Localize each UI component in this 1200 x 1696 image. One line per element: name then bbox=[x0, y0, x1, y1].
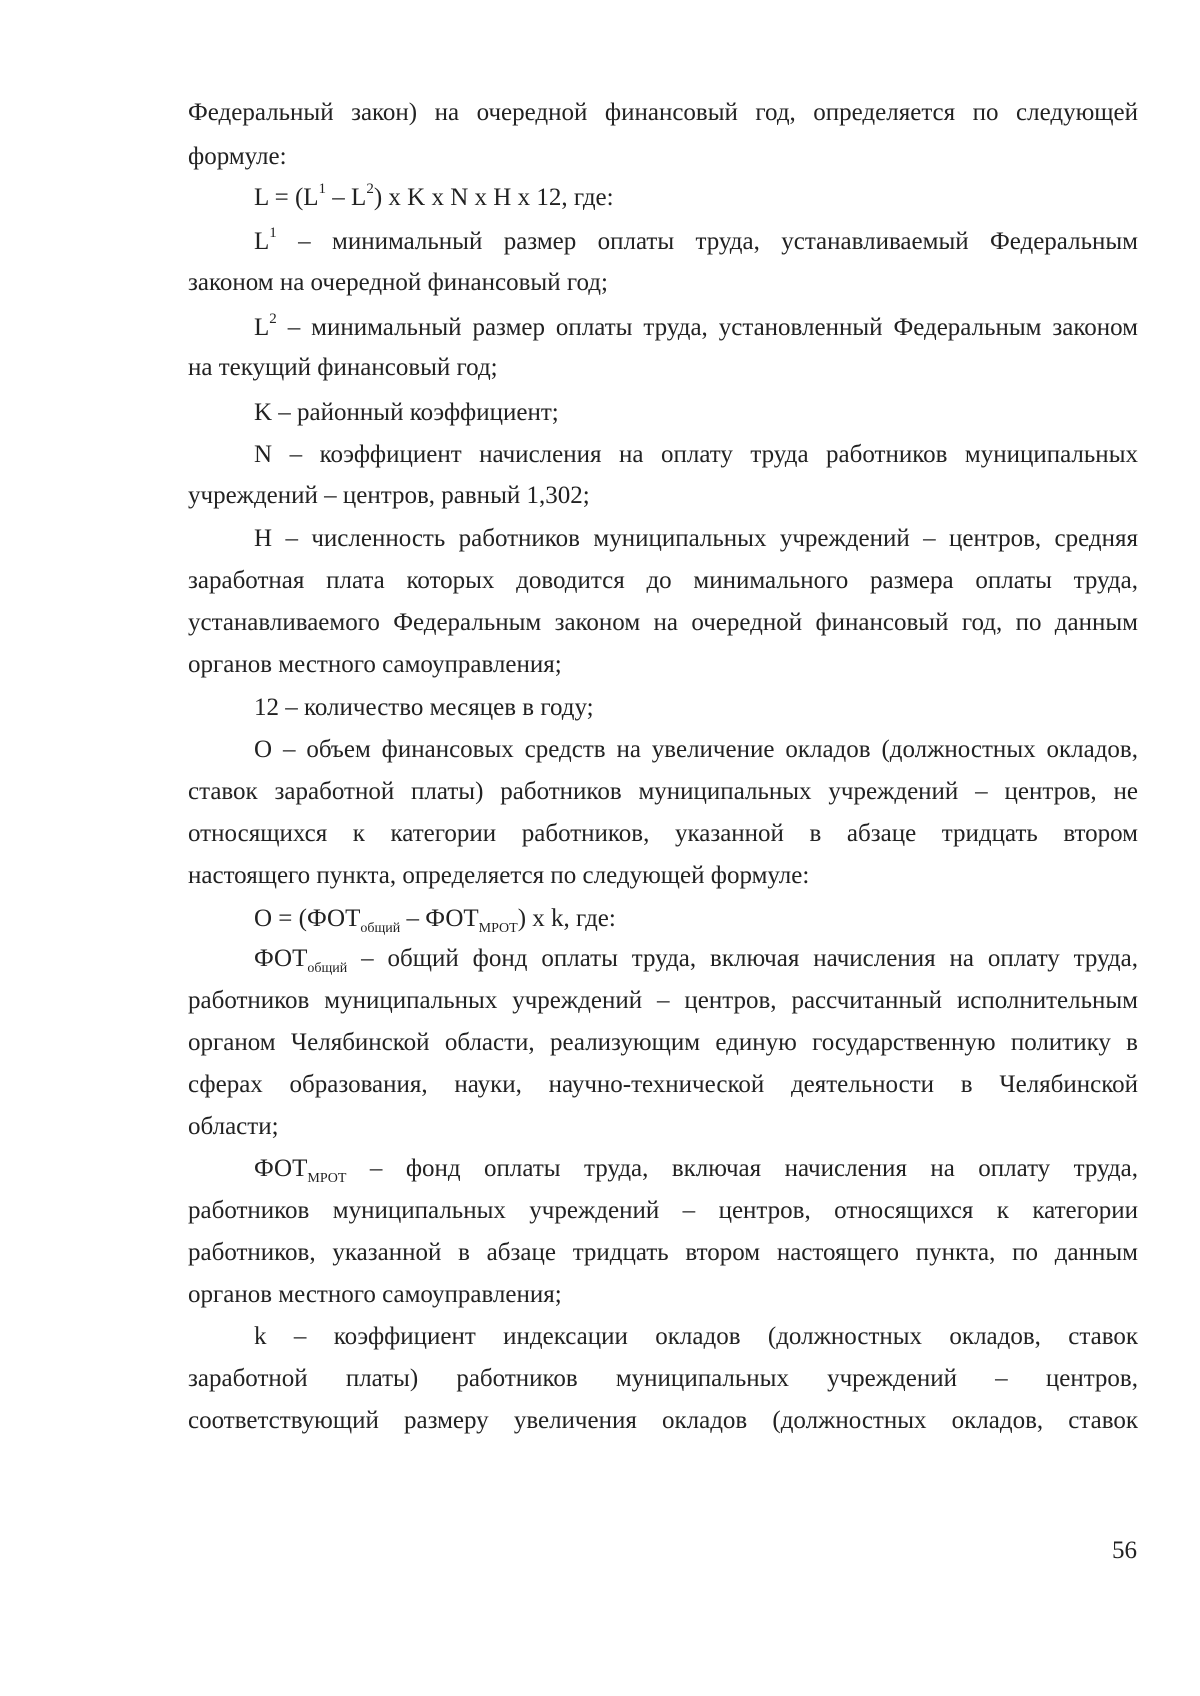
text-line: работников муниципальных учреждений – центров, рассчитанный исполнительным bbox=[188, 987, 1138, 1014]
text-line: формуле: bbox=[188, 143, 287, 170]
definition-l1: $L^1$ – минимальный размер оплаты труда, устанавливаемый Федеральным bbox=[254, 224, 1138, 255]
text-line: соответствующий размеру увеличения окладов (должностных окладов, ставок bbox=[188, 1407, 1138, 1434]
text-line: заработной платы) работников муниципальных учреждений – центров, bbox=[188, 1365, 1138, 1392]
text-line: законом на очередной финансовый год; bbox=[188, 269, 608, 296]
definition-h: H – численность работников муниципальных учреждений – центров, средняя bbox=[254, 525, 1138, 552]
definition-fot-mrot: $ФОТ_{МРОТ}$ – фонд оплаты труда, включая начисления на оплату труда, bbox=[254, 1155, 1138, 1186]
text-line: ставок заработной платы) работников муниципальных учреждений – центров, не bbox=[188, 778, 1138, 805]
text-line: органов местного самоуправления; bbox=[188, 1281, 562, 1308]
definition-k: K – районный коэффициент; bbox=[254, 399, 559, 426]
text-line: работников муниципальных учреждений – центров, относящихся к категории bbox=[188, 1197, 1138, 1224]
text-line: относящихся к категории работников, указанной в абзаце тридцать втором bbox=[188, 820, 1138, 847]
text-line: области; bbox=[188, 1113, 279, 1140]
definition-k-index: k – коэффициент индексации окладов (должностных окладов, ставок bbox=[254, 1323, 1138, 1350]
definition-fot-total: $ФОТ_{общий}$ – общий фонд оплаты труда, включая начисления на оплату труда, bbox=[254, 945, 1138, 976]
text-line: заработная плата которых доводится до минимального размера оплаты труда, bbox=[188, 567, 1138, 594]
text-line: настоящего пункта, определяется по следующей формуле: bbox=[188, 862, 810, 889]
text-line: на текущий финансовый год; bbox=[188, 354, 498, 381]
text-line: сферах образования, науки, научно-технической деятельности в Челябинской bbox=[188, 1071, 1138, 1098]
formula-l: $L = (L^1 - L^2)$ x K x N x H x 12, где: bbox=[254, 180, 614, 211]
definition-o: O – объем финансовых средств на увеличение окладов (должностных окладов, bbox=[254, 736, 1138, 763]
text-line: работников, указанной в абзаце тридцать втором настоящего пункта, по данным bbox=[188, 1239, 1138, 1266]
text-line: Федеральный закон) на очередной финансовый год, определяется по следующей bbox=[188, 99, 1138, 126]
text-line: органов местного самоуправления; bbox=[188, 651, 562, 678]
page-number: 56 bbox=[1112, 1537, 1137, 1564]
text-line: устанавливаемого Федеральным законом на очередной финансовый год, по данным bbox=[188, 609, 1138, 636]
definition-months: 12 – количество месяцев в году; bbox=[254, 694, 594, 721]
text-line: органом Челябинской области, реализующим единую государственную политику в bbox=[188, 1029, 1138, 1056]
definition-l2: $L^2$ – минимальный размер оплаты труда, установленный Федеральным законом bbox=[254, 310, 1138, 341]
text-line: учреждений – центров, равный 1,302; bbox=[188, 482, 590, 509]
formula-o: $O = (ФОТ_{общий} - ФОТ_{МРОТ})$ x k, где: bbox=[254, 905, 616, 936]
definition-n: N – коэффициент начисления на оплату труда работников муниципальных bbox=[254, 441, 1138, 468]
